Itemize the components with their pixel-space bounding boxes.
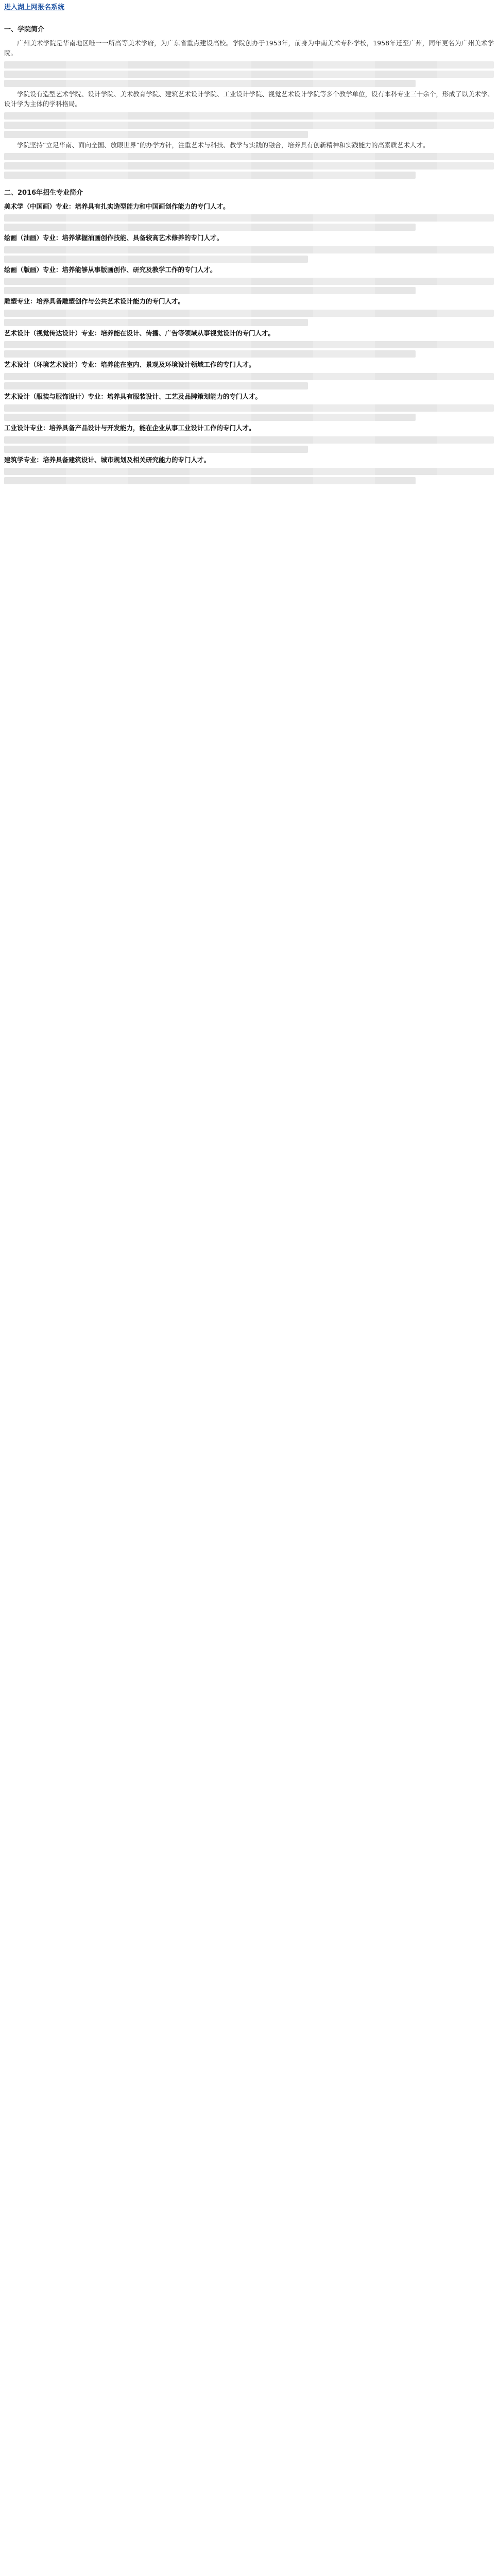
text-line-placeholder (4, 341, 494, 348)
paragraph: 广州美术学院是华南地区唯一一所高等美术学府，为广东省重点建设高校。学院创办于1953年，前身为中南美术专科学校，1958年迁至广州，同年更名为广州美术学院。 (4, 39, 494, 57)
text-line-placeholder (4, 414, 416, 421)
text-line-placeholder (4, 246, 494, 253)
text-line-placeholder (4, 112, 494, 120)
major-item: 艺术设计（服装与服饰设计）专业：培养具有服装设计、工艺及品牌策划能力的专门人才。 (4, 392, 262, 400)
text-line-placeholder (4, 71, 494, 78)
major-item: 艺术设计（视觉传达设计）专业：培养能在设计、传播、广告等领域从事视觉设计的专门人才。 (4, 329, 275, 337)
text-line-placeholder (4, 287, 416, 294)
section-college-intro (4, 25, 494, 179)
major-item: 建筑学专业：培养具备建筑设计、城市规划及相关研究能力的专门人才。 (4, 455, 211, 464)
text-line-placeholder (4, 319, 308, 326)
text-line-placeholder (4, 122, 494, 129)
text-line-placeholder (4, 436, 494, 444)
text-line-placeholder (4, 468, 494, 475)
text-line-placeholder (4, 373, 494, 380)
text-line-placeholder (4, 350, 416, 358)
paragraph: 学院设有造型艺术学院、设计学院、美术教育学院、建筑艺术设计学院、工业设计学院、视觉艺术设计学院等多个教学单位，设有本科专业三十余个，形成了以美术学、设计学为主体的学科格局。 (4, 90, 494, 108)
text-line-placeholder (4, 131, 308, 138)
major-item: 工业设计专业：培养具备产品设计与开发能力，能在企业从事工业设计工作的专门人才。 (4, 424, 255, 432)
major-item: 美术学（中国画）专业：培养具有扎实造型能力和中国画创作能力的专门人才。 (4, 202, 230, 210)
text-line-placeholder (4, 172, 416, 179)
section-title: 二、2016年招生专业简介 (4, 189, 83, 197)
article-content (4, 15, 494, 488)
major-item: 艺术设计（环境艺术设计）专业：培养能在室内、景观及环境设计领域工作的专门人才。 (4, 361, 255, 368)
text-line-placeholder (4, 278, 494, 285)
major-item: 绘画（油画）专业：培养掌握油画创作技能、具备较高艺术修养的专门人才。 (4, 234, 224, 242)
text-line-placeholder (4, 214, 494, 222)
text-line-placeholder (4, 404, 494, 412)
enrollment-system-link[interactable]: 进入湖上网报名系统 (4, 4, 65, 11)
text-line-placeholder (4, 446, 308, 453)
section-majors (4, 188, 494, 484)
text-line-placeholder (4, 382, 308, 389)
major-item: 绘画（版画）专业：培养能够从事版画创作、研究及教学工作的专门人才。 (4, 265, 217, 274)
text-line-placeholder (4, 224, 416, 231)
text-line-placeholder (4, 162, 494, 170)
text-line-placeholder (4, 256, 308, 263)
text-line-placeholder (4, 153, 494, 160)
text-line-placeholder (4, 477, 416, 484)
text-line-placeholder (4, 310, 494, 317)
major-item: 雕塑专业：培养具备雕塑创作与公共艺术设计能力的专门人才。 (4, 297, 185, 305)
paragraph: 学院坚持“立足华南、面向全国、放眼世界”的办学方针，注重艺术与科技、教学与实践的融合，培养具有创新精神和实践能力的高素质艺术人才。 (17, 141, 430, 149)
section-title: 一、学院简介 (4, 26, 45, 33)
text-line-placeholder (4, 61, 494, 69)
text-line-placeholder (4, 80, 416, 87)
